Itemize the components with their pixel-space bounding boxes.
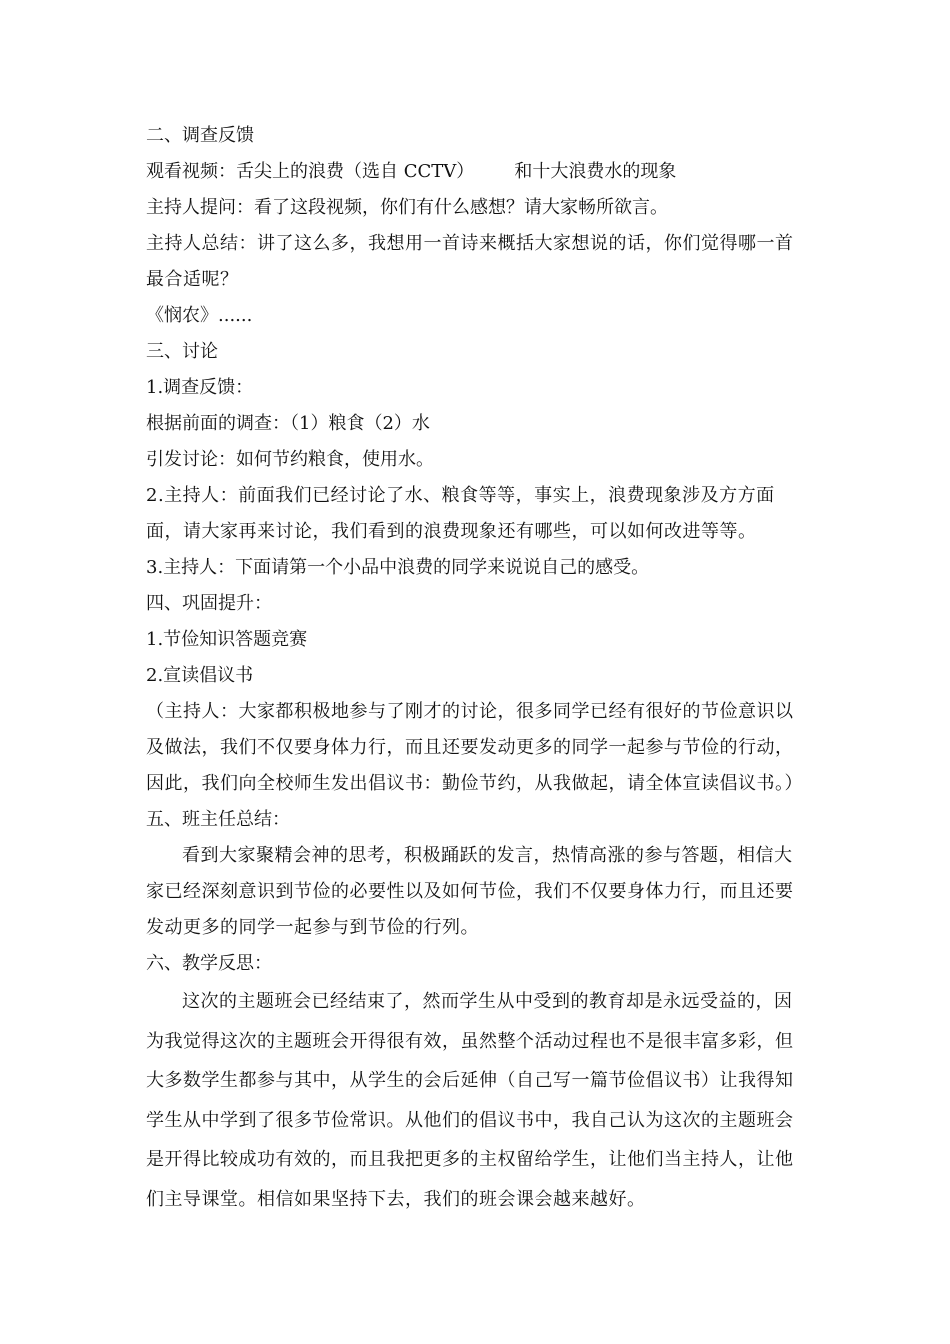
host-question: 主持人提问：看了这段视频，你们有什么感想？请大家畅所欲言。 [146, 197, 668, 218]
discussion-prompt: 引发讨论：如何节约粮食，使用水。 [146, 449, 434, 470]
section-heading-consolidate: 四、巩固提升： [146, 593, 272, 614]
section-heading-teacher-summary: 五、班主任总结： [146, 809, 290, 830]
section-heading-discussion: 三、讨论 [146, 341, 218, 362]
consolidate-item-1: 1.节俭知识答题竞赛 [146, 629, 308, 650]
discussion-item-3: 3.主持人：下面请第一个小品中浪费的同学来说说自己的感受。 [146, 557, 650, 578]
teacher-summary: 看到大家聚精会神的思考，积极踊跃的发言，热情高涨的参与答题，相信大家已经深刻意识到节俭的必要性以及如何节俭，我们不仅要身体力行，而且还要发动更多的同学一起参与到节俭的行列。 [146, 845, 794, 938]
discussion-item-1: 1.调查反馈： [146, 377, 254, 398]
survey-basis: 根据前面的调查：（1）粮食（2）水 [146, 413, 430, 434]
host-summary: 主持人总结：讲了这么多，我想用一首诗来概括大家想说的话，你们觉得哪一首最合适呢？ [146, 233, 794, 290]
discussion-item-2: 2.主持人：前面我们已经讨论了水、粮食等等，事实上，浪费现象涉及方方面面，请大家再来讨论，我们看到的浪费现象还有哪些，可以如何改进等等。 [146, 485, 775, 542]
host-proposal-note: （主持人：大家都积极地参与了刚才的讨论，很多同学已经有很好的节俭意识以及做法，我们不仅要身体力行，而且还要发动更多的同学一起参与节俭的行动，因此，我们向全校师生发出倡议书：勤俭节约，从我做起，请全体宣读倡议书。） [146, 701, 803, 794]
section-heading-survey: 二、调查反馈 [146, 125, 254, 146]
poem-title: 《悯农》...... [146, 305, 253, 326]
section-heading-reflection: 六、教学反思： [146, 953, 272, 974]
document-body [146, 118, 810, 1219]
video-line: 观看视频：舌尖上的浪费（选自 CCTV） 和十大浪费水的现象 [146, 161, 677, 182]
consolidate-item-2: 2.宣读倡议书 [146, 665, 254, 686]
teaching-reflection: 这次的主题班会已经结束了，然而学生从中受到的教育却是永远受益的，因为我觉得这次的主题班会开得很有效，虽然整个活动过程也不是很丰富多彩，但大多数学生都参与其中，从学生的会后延伸（自己写一篇节俭倡议书）让我得知学生从中学到了很多节俭常识。从他们的倡议书中，我自己认为这次的主题班会是开得比较成功有效的，而且我把更多的主权留给学生，让他们当主持人，让他们主导课堂。相信如果坚持下去，我们的班会课会越来越好。 [146, 991, 794, 1210]
